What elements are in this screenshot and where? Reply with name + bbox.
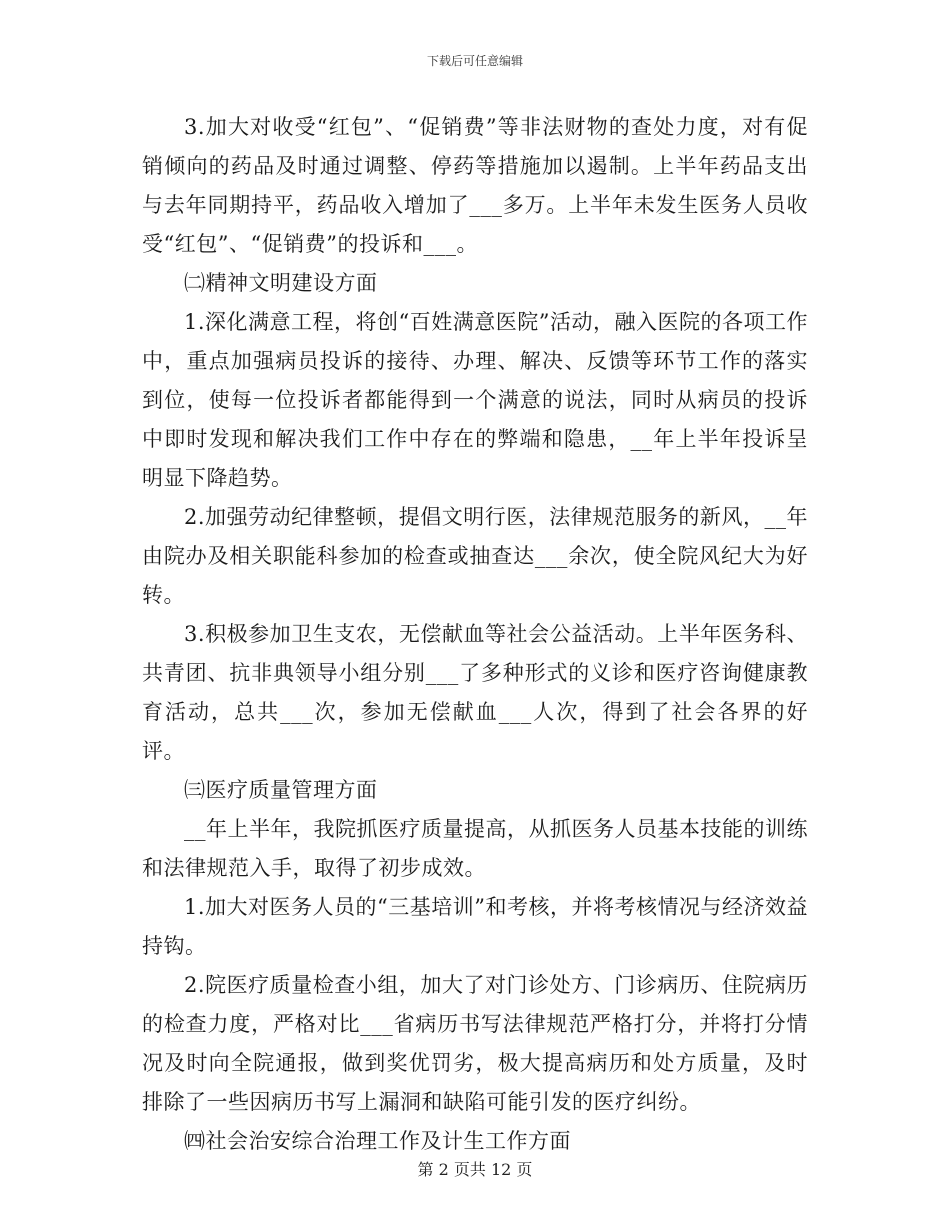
section-heading-spiritual-civilization: ㈡精神文明建设方面 [184,271,378,295]
page-footer: 第 2 页共 12 页 [417,1160,533,1179]
document-body [142,108,808,1161]
paragraph-satisfaction-project: 1.深化满意工程，将创“百姓满意医院”活动，融入医院的各项工作中，重点加强病员投诉的接待、办理、解决、反馈等环节工作的落实到位，使每一位投诉者都能得到一个满意的说法，同时从病员的投诉中即时发现和解决我们工作中存在的弊端和隐患，__年上半年投诉呈明显下降趋势。 [142,310,809,490]
paragraph-quality-intro: __年上半年，我院抓医疗质量提高，从抓医务人员基本技能的训练和法律规范入手，取得了初步成效。 [142,817,808,880]
paragraph-record-inspection: 2.院医疗质量检查小组，加大了对门诊处方、门诊病历、住院病历的检查力度，严格对比___省病历书写法律规范严格打分，并将打分情况及时向全院通报，做到奖优罚劣，极大提高病历和处方质量，及时排除了一些因病历书写上漏洞和缺陷可能引发的医疗纠纷。 [142,973,808,1114]
paragraph-labor-discipline: 2.加强劳动纪律整顿，提倡文明行医，法律规范服务的新风，__年由院办及相关职能科参加的检查或抽查达___余次，使全院风纪大为好转。 [142,505,808,607]
section-heading-public-security: ㈣社会治安综合治理工作及计生工作方面 [184,1129,571,1153]
section-heading-medical-quality: ㈢医疗质量管理方面 [184,778,378,802]
paragraph-public-welfare: 3.积极参加卫生支农，无偿献血等社会公益活动。上半年医务科、共青团、抗非典领导小组分别___了多种形式的义诊和医疗咨询健康教育活动，总共___次，参加无偿献血___人次，得到了社会各界的好评。 [142,622,808,763]
paragraph-drug-control: 3.加大对收受“红包”、“促销费”等非法财物的查处力度，对有促销倾向的药品及时通过调整、停药等措施加以遏制。上半年药品支出与去年同期持平，药品收入增加了___多万。上半年未发生医务人员收受“红包”、“促销费”的投诉和___。 [142,115,808,256]
paragraph-three-basics-training: 1.加大对医务人员的“三基培训”和考核，并将考核情况与经济效益持钩。 [142,895,809,958]
page-header: 下载后可任意编辑 [426,54,523,68]
